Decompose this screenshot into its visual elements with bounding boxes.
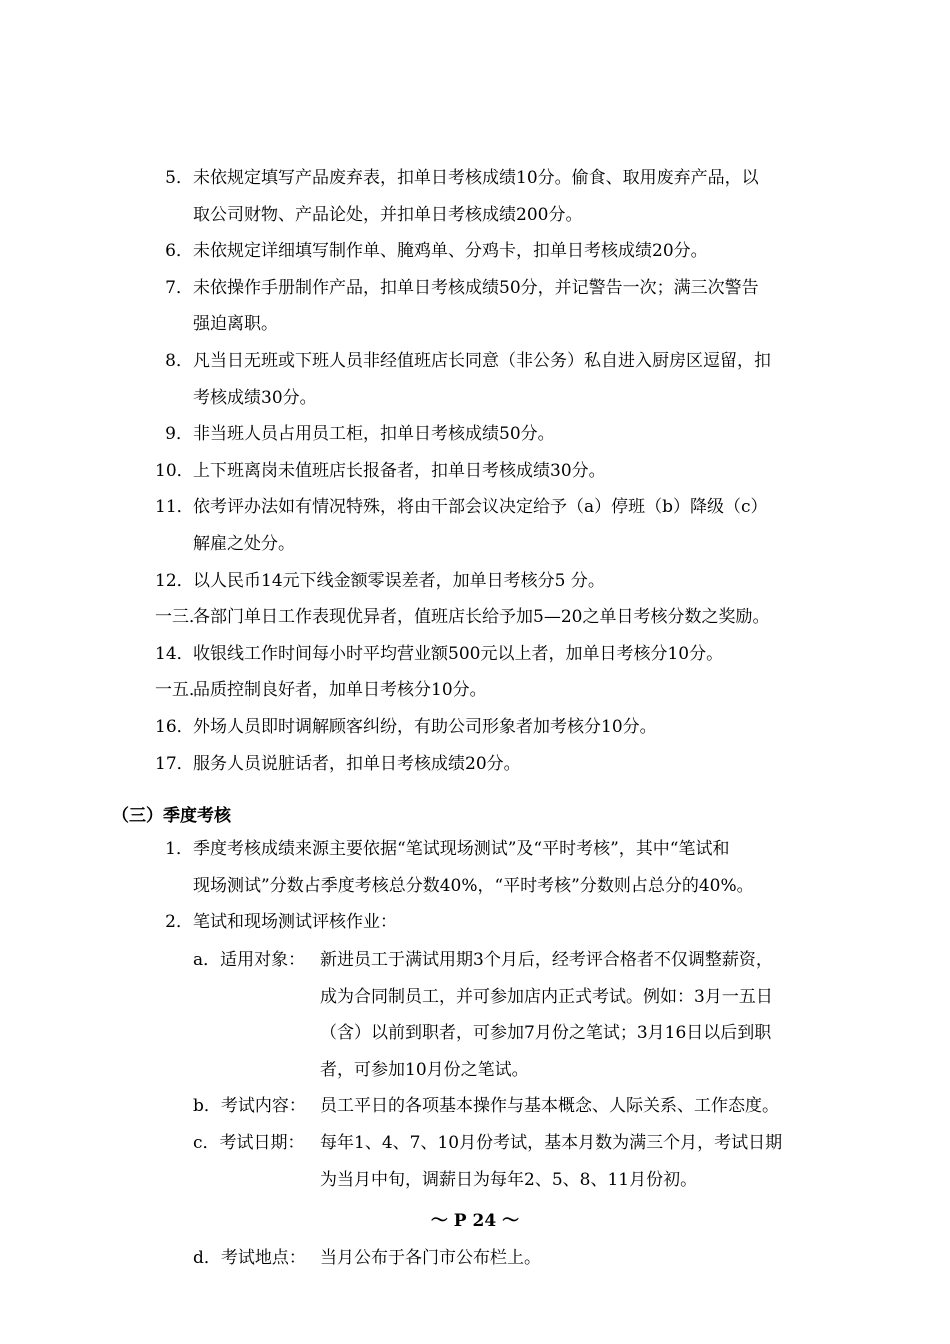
item-text: 未依规定填写产品废弃表，扣单日考核成绩10分。偷食、取用废弃产品，以 (193, 168, 759, 188)
item-text: 非当班人员占用员工柜，扣单日考核成绩50分。 (193, 424, 555, 445)
item-number: 7． (165, 277, 193, 298)
item-text: 依考评办法如有情况特殊，将由干部会议决定给予（a）停班（b）降级（c） (193, 497, 768, 518)
sub-item-label: a．适用对象： (193, 950, 306, 970)
item-continuation: 强迫离职。 (193, 314, 278, 335)
sub-item-text: 员工平日的各项基本操作与基本概念、人际关系、工作态度。 (320, 1096, 779, 1117)
item-text: 品质控制良好者，加单日考核分10分。 (193, 680, 487, 701)
item-text: 以人民币14元下线金额零误差者，加单日考核分5 分。 (193, 570, 605, 591)
sub-item-text: 每年1、4、7、10月份考试，基本月数为满三个月，考试日期 (320, 1133, 783, 1153)
page-number: ～ P 24 ～ (430, 1211, 520, 1231)
sub-item-label: b．考试内容： (193, 1096, 306, 1117)
item-text: 收银线工作时间每小时平均营业额500元以上者，加单日考核分10分。 (193, 643, 724, 664)
sub-item-text: 当月公布于各门市公布栏上。 (320, 1248, 541, 1268)
item-number: 一三． (155, 607, 206, 628)
item-continuation: 现场测试”分数占季度考核总分数40%，“平时考核”分数则占总分的40%。 (193, 875, 754, 896)
item-number: 14． (155, 643, 194, 664)
item-number: 2． (165, 912, 193, 933)
item-number: 1． (165, 839, 193, 859)
item-number: 10． (155, 460, 194, 481)
sub-item-label: c．考试日期： (193, 1133, 305, 1153)
item-continuation: 考核成绩30分。 (193, 387, 317, 408)
item-text: 未依操作手册制作产品，扣单日考核成绩50分，并记警告一次；满三次警告 (193, 277, 759, 298)
item-number: 一五． (155, 680, 206, 701)
item-number: 17． (155, 753, 194, 774)
item-number: 5． (165, 168, 193, 188)
sub-item-text: （含）以前到职者，可参加7月份之笔试；3月16日以后到职 (320, 1023, 772, 1044)
item-number: 6． (165, 241, 193, 262)
item-number: 16． (155, 717, 194, 737)
item-text: 未依规定详细填写制作单、腌鸡单、分鸡卡，扣单日考核成绩20分。 (193, 241, 708, 262)
item-text: 各部门单日工作表现优异者，值班店长给予加5—20之单日考核分数之奖励。 (193, 607, 770, 628)
sub-item-text: 成为合同制员工，并可参加店内正式考试。例如：3月一五日 (320, 986, 773, 1007)
sub-item-label: d．考试地点： (193, 1248, 306, 1268)
item-number: 12． (155, 570, 194, 591)
item-number: 8． (165, 351, 193, 371)
item-text: 季度考核成绩来源主要依据“笔试现场测试”及“平时考核”，其中“笔试和 (193, 839, 730, 859)
item-text: 上下班离岗未值班店长报备者，扣单日考核成绩30分。 (193, 460, 606, 481)
sub-item-text: 新进员工于满试用期3个月后，经考评合格者不仅调整薪资， (320, 950, 773, 970)
item-text: 笔试和现场测试评核作业： (193, 912, 397, 933)
item-text: 外场人员即时调解顾客纠纷，有助公司形象者加考核分10分。 (193, 717, 657, 737)
item-text: 服务人员说脏话者，扣单日考核成绩20分。 (193, 753, 521, 774)
sub-item-text: 者，可参加10月份之笔试。 (320, 1059, 529, 1080)
item-number: 11． (155, 497, 194, 518)
item-number: 9． (165, 424, 193, 445)
sub-item-text: 为当月中旬，调薪日为每年2、5、8、11月份初。 (320, 1169, 698, 1190)
item-continuation: 解雇之处分。 (193, 534, 295, 554)
item-text: 凡当日无班或下班人员非经值班店长同意（非公务）私自进入厨房区逗留，扣 (193, 351, 771, 371)
section-title: （三）季度考核 (112, 806, 231, 826)
item-continuation: 取公司财物、产品论处，并扣单日考核成绩200分。 (193, 204, 583, 225)
